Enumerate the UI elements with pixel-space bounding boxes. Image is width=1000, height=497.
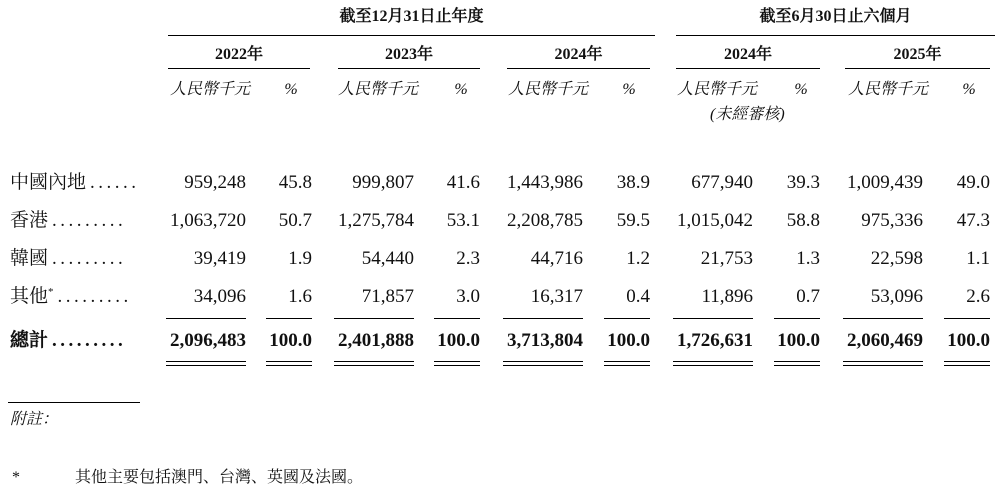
cell-2023-amount: 999,807 <box>352 172 414 193</box>
row-leader-dots: ......... <box>52 330 127 351</box>
cell-2025-interim-percent: 100.0 <box>947 330 990 351</box>
cell-2023-percent: 100.0 <box>437 330 480 351</box>
cell-2022-amount: 34,096 <box>193 286 246 307</box>
cell-2023-percent: 41.6 <box>446 172 480 193</box>
cell-2024-percent: 100.0 <box>607 330 650 351</box>
cell-2023-percent: 2.3 <box>456 248 480 269</box>
cell-2023-amount: 71,857 <box>361 286 414 307</box>
subtotal-rule <box>334 318 414 319</box>
cell-2023-amount: 2,401,888 <box>338 330 414 351</box>
cell-2024-interim-amount: 677,940 <box>691 172 753 193</box>
cell-2024-interim-amount: 1,726,631 <box>677 330 753 351</box>
row-label <box>10 285 132 309</box>
unit-label-2024: 人民幣千元 <box>508 81 589 98</box>
header-annual-period: 截至12月31日止年度 <box>339 8 484 25</box>
subtotal-rule <box>503 318 583 319</box>
footnote-marker: * <box>48 286 54 298</box>
cell-2025-interim-amount: 975,336 <box>861 210 923 231</box>
cell-2022-percent: 1.6 <box>288 286 312 307</box>
row-leader-dots: ......... <box>52 210 127 231</box>
unaudited-label: (未經審核) <box>710 106 785 123</box>
cell-2024-percent: 1.2 <box>626 248 650 269</box>
cell-2022-amount: 2,096,483 <box>170 330 246 351</box>
table-row-mainland-china <box>0 171 1000 195</box>
footnote-marker: * <box>12 469 20 486</box>
row-leader-dots: ......... <box>52 248 127 269</box>
row-label-text: 總計 <box>10 330 49 351</box>
cell-2024-amount: 2,208,785 <box>507 210 583 231</box>
row-label-text: 中國內地 <box>10 172 87 193</box>
subtotal-rule <box>843 318 923 319</box>
year-header-2023: 2023年 <box>384 46 433 63</box>
cell-2024-interim-percent: 39.3 <box>786 172 820 193</box>
year-underline-2025-interim <box>845 68 990 69</box>
cell-2024-percent: 38.9 <box>616 172 650 193</box>
cell-2024-interim-amount: 11,896 <box>701 286 753 307</box>
cell-2024-interim-percent: 100.0 <box>777 330 820 351</box>
table-row-korea <box>0 247 1000 271</box>
cell-2023-amount: 54,440 <box>361 248 414 269</box>
cell-2024-percent: 59.5 <box>616 210 650 231</box>
row-leader-dots: ...... <box>90 172 140 193</box>
cell-2023-percent: 53.1 <box>446 210 480 231</box>
row-label-text: 其他 <box>10 286 49 307</box>
table-row-total <box>0 329 1000 353</box>
percent-label-2024-interim: % <box>794 81 808 98</box>
table-row-hong-kong <box>0 209 1000 233</box>
cell-2024-interim-amount: 21,753 <box>700 248 753 269</box>
row-label <box>10 247 126 271</box>
year-underline-2022 <box>168 68 310 69</box>
cell-2022-percent: 100.0 <box>269 330 312 351</box>
percent-label-2024: % <box>622 81 636 98</box>
subtotal-rule <box>604 318 650 319</box>
header-interim-period: 截至6月30日止六個月 <box>759 8 912 25</box>
cell-2024-interim-percent: 0.7 <box>796 286 820 307</box>
cell-2024-interim-percent: 1.3 <box>796 248 820 269</box>
row-label-text: 香港 <box>10 210 49 231</box>
cell-2024-interim-amount: 1,015,042 <box>677 210 753 231</box>
cell-2022-percent: 50.7 <box>278 210 312 231</box>
cell-2025-interim-amount: 53,096 <box>870 286 923 307</box>
year-header-2024-interim: 2024年 <box>723 46 772 63</box>
row-label <box>10 171 140 195</box>
cell-2022-percent: 1.9 <box>288 248 312 269</box>
cell-2025-interim-percent: 1.1 <box>966 248 990 269</box>
group-underline-annual <box>168 35 655 36</box>
cell-2025-interim-amount: 2,060,469 <box>847 330 923 351</box>
year-underline-2023 <box>338 68 480 69</box>
table-row-others <box>0 285 1000 309</box>
subtotal-rule <box>774 318 820 319</box>
year-underline-2024 <box>507 68 650 69</box>
cell-2023-percent: 3.0 <box>456 286 480 307</box>
cell-2025-interim-percent: 49.0 <box>956 172 990 193</box>
cell-2025-interim-percent: 2.6 <box>966 286 990 307</box>
unit-label-2024-interim: 人民幣千元 <box>677 81 758 98</box>
subtotal-rule <box>944 318 990 319</box>
unit-label-2025-interim: 人民幣千元 <box>848 81 929 98</box>
cell-2024-amount: 3,713,804 <box>507 330 583 351</box>
cell-2025-interim-amount: 22,598 <box>870 248 923 269</box>
year-header-2024: 2024年 <box>554 46 603 63</box>
year-header-2025-interim: 2025年 <box>893 46 942 63</box>
notes-heading: 附註： <box>10 411 59 428</box>
cell-2025-interim-amount: 1,009,439 <box>847 172 923 193</box>
unit-label-2022: 人民幣千元 <box>170 81 251 98</box>
cell-2024-interim-percent: 58.8 <box>786 210 820 231</box>
year-underline-2024-interim <box>676 68 820 69</box>
cell-2024-amount: 1,443,986 <box>507 172 583 193</box>
percent-label-2025-interim: % <box>962 81 976 98</box>
row-label <box>10 329 126 353</box>
row-label <box>10 209 126 233</box>
year-header-2022: 2022年 <box>214 46 263 63</box>
row-leader-dots: ......... <box>57 286 132 307</box>
cell-2023-amount: 1,275,784 <box>338 210 414 231</box>
subtotal-rule <box>673 318 753 319</box>
footnote-text: 其他主要包括澳門、台灣、英國及法國。 <box>75 469 364 486</box>
percent-label-2022: % <box>284 81 298 98</box>
row-label-text: 韓國 <box>10 248 49 269</box>
subtotal-rule <box>266 318 312 319</box>
group-underline-interim <box>676 35 995 36</box>
cell-2022-amount: 1,063,720 <box>170 210 246 231</box>
unit-label-2023: 人民幣千元 <box>338 81 419 98</box>
cell-2025-interim-percent: 47.3 <box>956 210 990 231</box>
cell-2024-amount: 16,317 <box>530 286 583 307</box>
cell-2024-amount: 44,716 <box>530 248 583 269</box>
cell-2022-amount: 39,419 <box>193 248 246 269</box>
cell-2022-amount: 959,248 <box>184 172 246 193</box>
subtotal-rule <box>434 318 480 319</box>
cell-2024-percent: 0.4 <box>626 286 650 307</box>
percent-label-2023: % <box>454 81 468 98</box>
notes-divider <box>8 402 140 403</box>
cell-2022-percent: 45.8 <box>278 172 312 193</box>
subtotal-rule <box>166 318 246 319</box>
